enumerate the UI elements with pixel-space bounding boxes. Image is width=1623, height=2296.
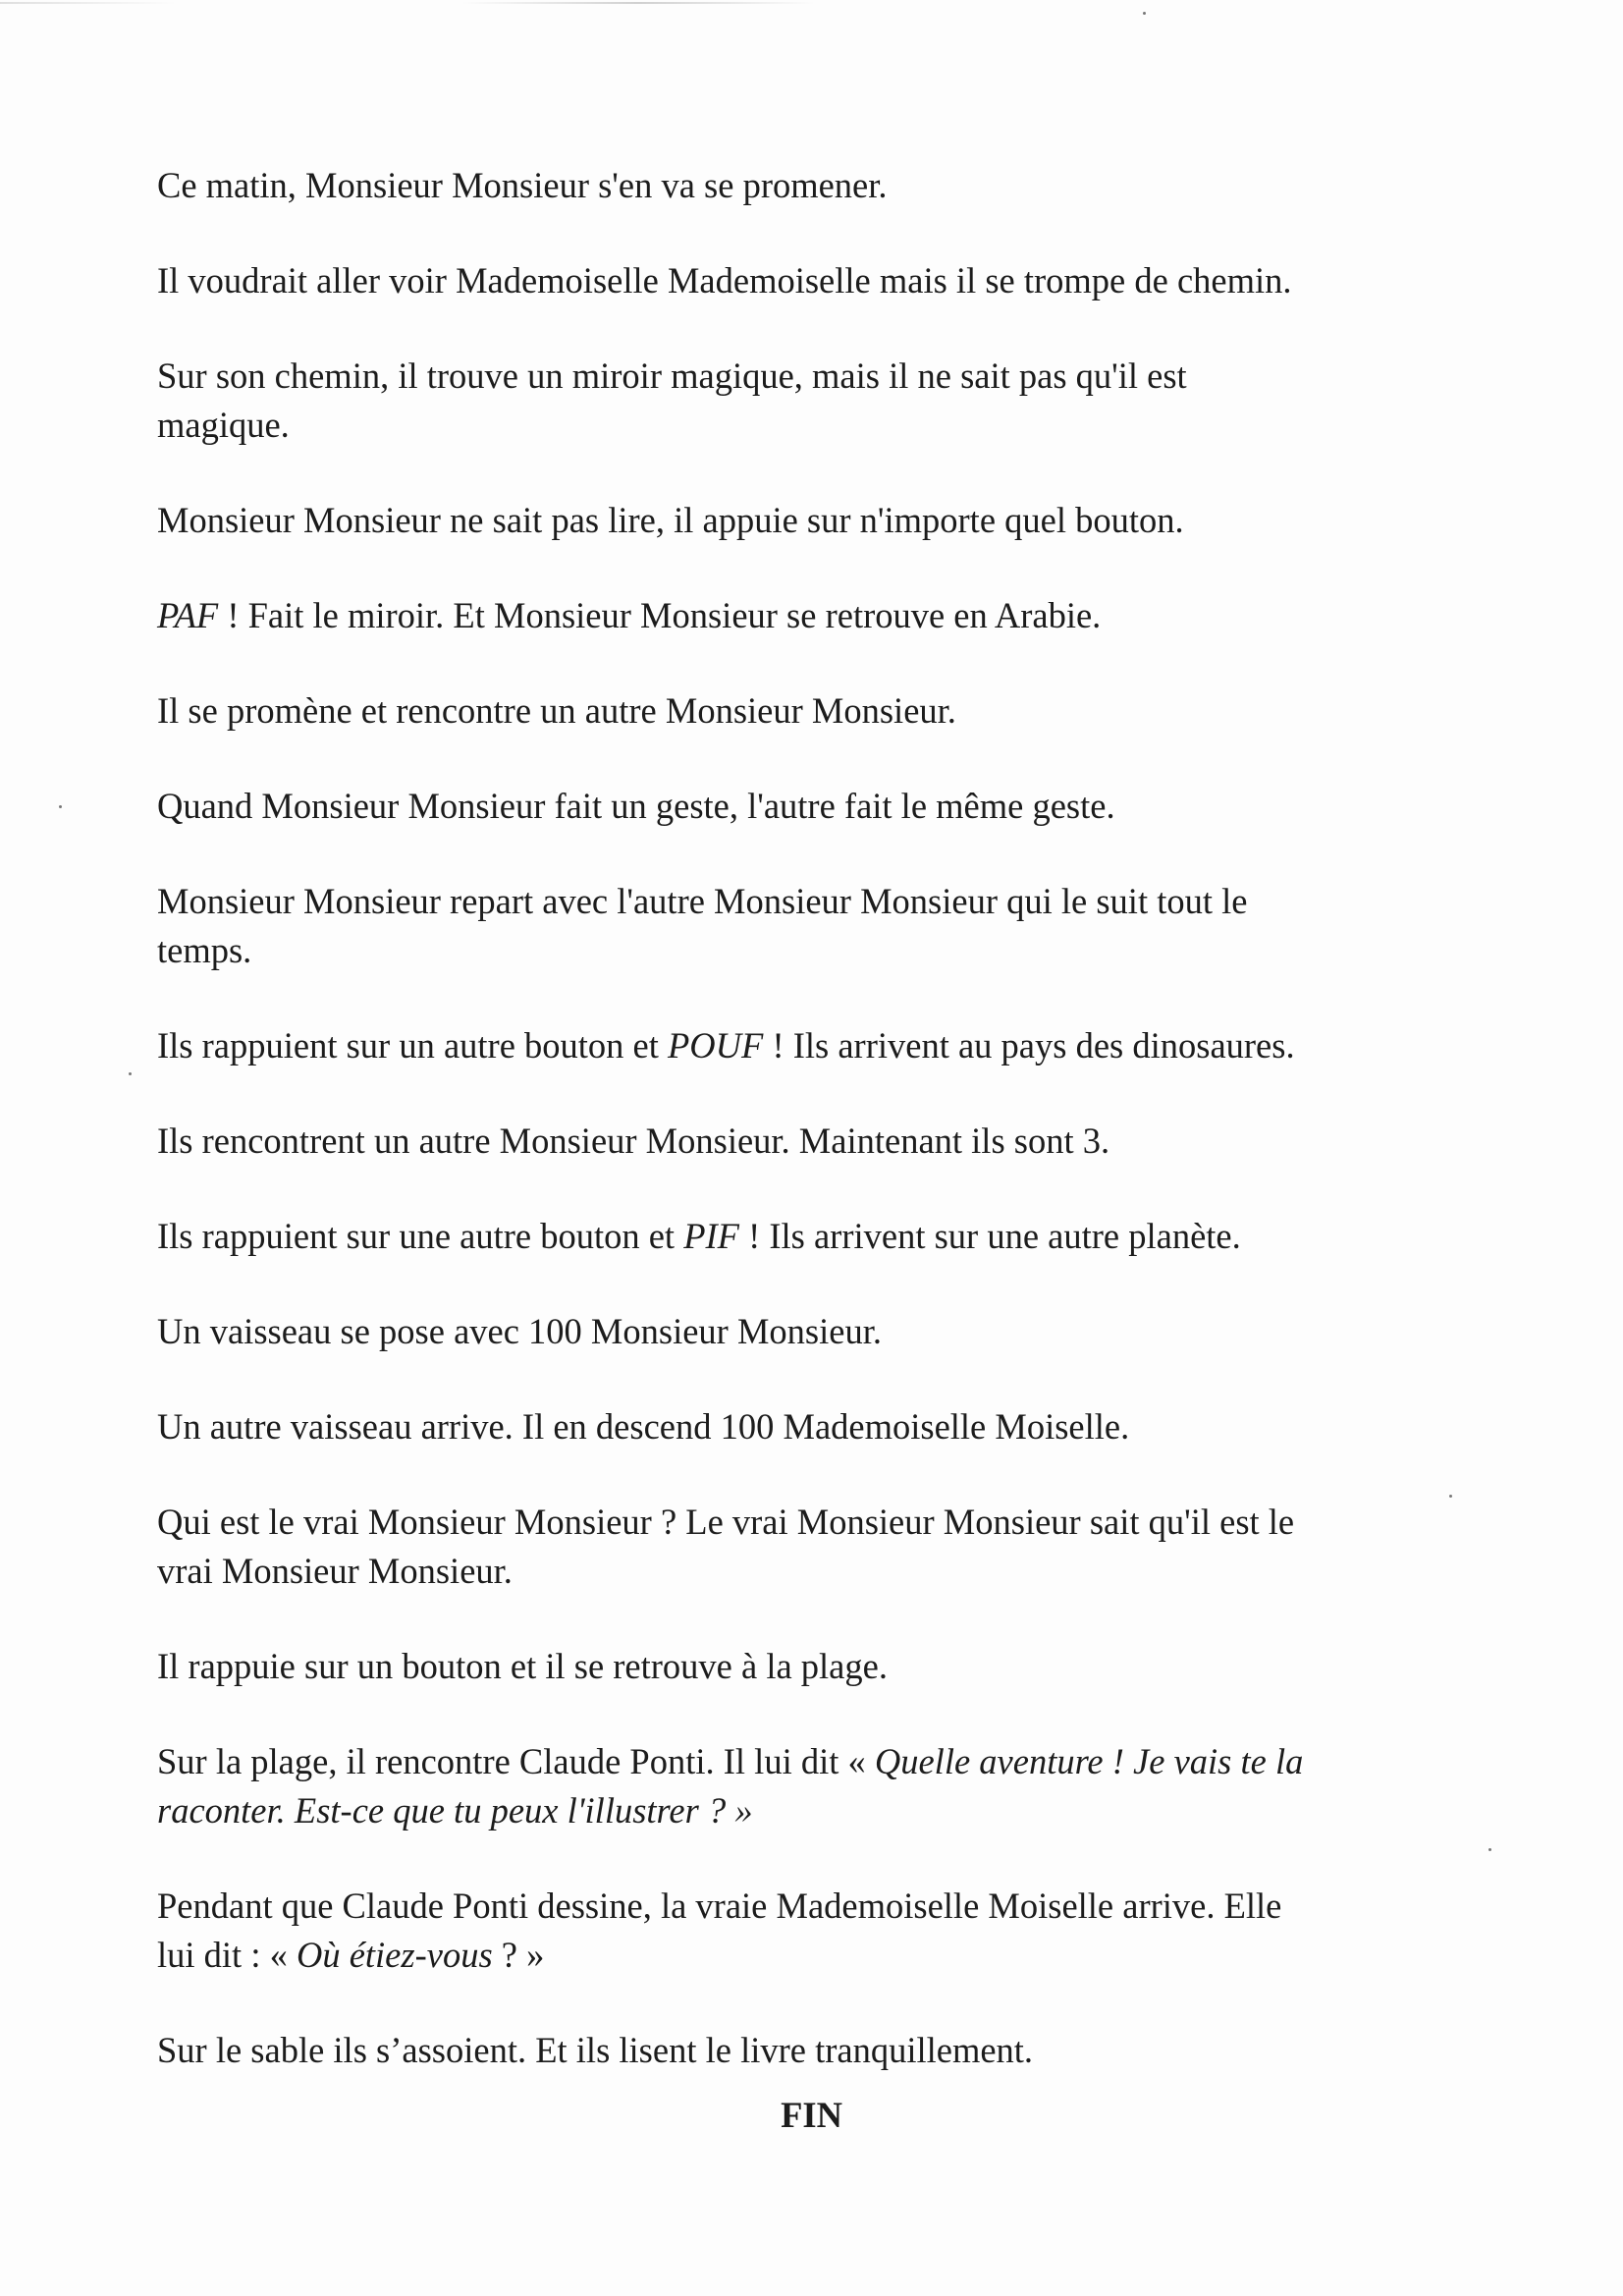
story-paragraph bbox=[157, 1642, 1478, 1691]
text-run: temps. bbox=[157, 930, 252, 970]
paragraph-line bbox=[157, 2026, 1478, 2075]
story-paragraph bbox=[157, 1212, 1478, 1261]
paragraph-line bbox=[157, 1021, 1478, 1070]
paragraph-line bbox=[157, 352, 1478, 401]
text-run: ! Fait le miroir. Et Monsieur Monsieur se retrouve en Arabie. bbox=[218, 595, 1102, 635]
story-paragraph bbox=[157, 2026, 1478, 2075]
text-run: Ce matin, Monsieur Monsieur s'en va se promener. bbox=[157, 165, 888, 205]
scan-artifact bbox=[461, 2, 815, 4]
paragraph-line bbox=[157, 401, 1478, 450]
text-run: Ils rappuient sur une autre bouton et bbox=[157, 1216, 684, 1256]
text-run: Un vaisseau se pose avec 100 Monsieur Monsieur. bbox=[157, 1311, 882, 1351]
scan-speck bbox=[1143, 12, 1146, 15]
italic-text: raconter. Est-ce que tu peux l'illustrer ? » bbox=[157, 1790, 753, 1831]
paragraph-line bbox=[157, 496, 1478, 545]
story-paragraph bbox=[157, 591, 1478, 640]
italic-text: Quelle aventure ! Je vais te la bbox=[874, 1741, 1304, 1781]
scan-speck bbox=[1488, 1848, 1491, 1851]
italic-text: PIF bbox=[683, 1216, 739, 1256]
scan-speck bbox=[59, 805, 62, 808]
paragraph-line bbox=[157, 591, 1478, 640]
paragraph-line bbox=[157, 161, 1478, 210]
text-run: Ils rappuient sur un autre bouton et bbox=[157, 1025, 669, 1066]
text-run: Quand Monsieur Monsieur fait un geste, l'autre fait le même geste. bbox=[157, 786, 1115, 826]
story-text bbox=[157, 161, 1478, 2121]
text-run: magique. bbox=[157, 405, 290, 445]
text-run: Pendant que Claude Ponti dessine, la vraie Mademoiselle Moiselle arrive. Elle bbox=[157, 1886, 1282, 1926]
scan-artifact bbox=[0, 2, 177, 4]
text-run: ! Ils arrivent au pays des dinosaures. bbox=[763, 1025, 1295, 1066]
paragraph-line bbox=[157, 256, 1478, 305]
text-run: Sur le sable ils s’assoient. Et ils lisent le livre tranquillement. bbox=[157, 2030, 1034, 2070]
paragraph-line bbox=[157, 782, 1478, 831]
italic-text: Où étiez-vous bbox=[296, 1935, 493, 1975]
story-paragraph bbox=[157, 161, 1478, 210]
story-paragraph bbox=[157, 782, 1478, 831]
text-run: Il rappuie sur un bouton et il se retrouve à la plage. bbox=[157, 1646, 888, 1686]
paragraph-line bbox=[157, 1737, 1478, 1786]
scan-speck bbox=[1449, 1495, 1452, 1498]
italic-text: POUF bbox=[668, 1025, 764, 1066]
text-run: Sur son chemin, il trouve un miroir magique, mais il ne sait pas qu'il est bbox=[157, 355, 1187, 396]
text-run: Un autre vaisseau arrive. Il en descend 100 Mademoiselle Moiselle. bbox=[157, 1406, 1130, 1447]
story-paragraph bbox=[157, 1737, 1478, 1835]
text-run: lui dit : « bbox=[157, 1935, 297, 1975]
paragraph-line bbox=[157, 1212, 1478, 1261]
paragraph-line bbox=[157, 1882, 1478, 1931]
text-run: Sur la plage, il rencontre Claude Ponti. Il lui dit « bbox=[157, 1741, 875, 1781]
story-paragraph bbox=[157, 1882, 1478, 1980]
italic-text: PAF bbox=[157, 595, 219, 635]
story-paragraph bbox=[157, 1117, 1478, 1166]
text-run: Monsieur Monsieur repart avec l'autre Monsieur Monsieur qui le suit tout le bbox=[157, 881, 1248, 921]
paragraph-line bbox=[157, 1931, 1478, 1980]
text-run: Il voudrait aller voir Mademoiselle Mademoiselle mais il se trompe de chemin. bbox=[157, 260, 1292, 301]
story-paragraph bbox=[157, 1402, 1478, 1451]
paragraph-line bbox=[157, 877, 1478, 926]
text-run: ! Ils arrivent sur une autre planète. bbox=[738, 1216, 1241, 1256]
story-ending: FIN bbox=[781, 2095, 842, 2135]
story-paragraph bbox=[157, 1498, 1478, 1596]
story-paragraph bbox=[157, 1021, 1478, 1070]
paragraph-line bbox=[157, 686, 1478, 736]
paragraph-line bbox=[157, 1498, 1478, 1547]
story-paragraph bbox=[157, 496, 1478, 545]
paragraph-line bbox=[157, 1117, 1478, 1166]
paragraph-line bbox=[157, 1786, 1478, 1835]
text-run: Qui est le vrai Monsieur Monsieur ? Le vrai Monsieur Monsieur sait qu'il est le bbox=[157, 1502, 1295, 1542]
paragraph-line bbox=[157, 1307, 1478, 1356]
text-run: vrai Monsieur Monsieur. bbox=[157, 1551, 513, 1591]
paragraph-line bbox=[157, 1547, 1478, 1596]
text-run: Il se promène et rencontre un autre Monsieur Monsieur. bbox=[157, 690, 956, 731]
paragraph-line bbox=[157, 1642, 1478, 1691]
story-paragraph bbox=[157, 877, 1478, 975]
scan-speck bbox=[129, 1072, 132, 1075]
paragraph-line bbox=[157, 926, 1478, 975]
text-run: ? » bbox=[492, 1935, 545, 1975]
text-run: Monsieur Monsieur ne sait pas lire, il appuie sur n'importe quel bouton. bbox=[157, 500, 1184, 540]
story-paragraph bbox=[157, 686, 1478, 736]
story-paragraph bbox=[157, 256, 1478, 305]
story-paragraph bbox=[157, 1307, 1478, 1356]
paragraph-line bbox=[157, 1402, 1478, 1451]
text-run: Ils rencontrent un autre Monsieur Monsieur. Maintenant ils sont 3. bbox=[157, 1121, 1110, 1161]
story-paragraph bbox=[157, 352, 1478, 450]
